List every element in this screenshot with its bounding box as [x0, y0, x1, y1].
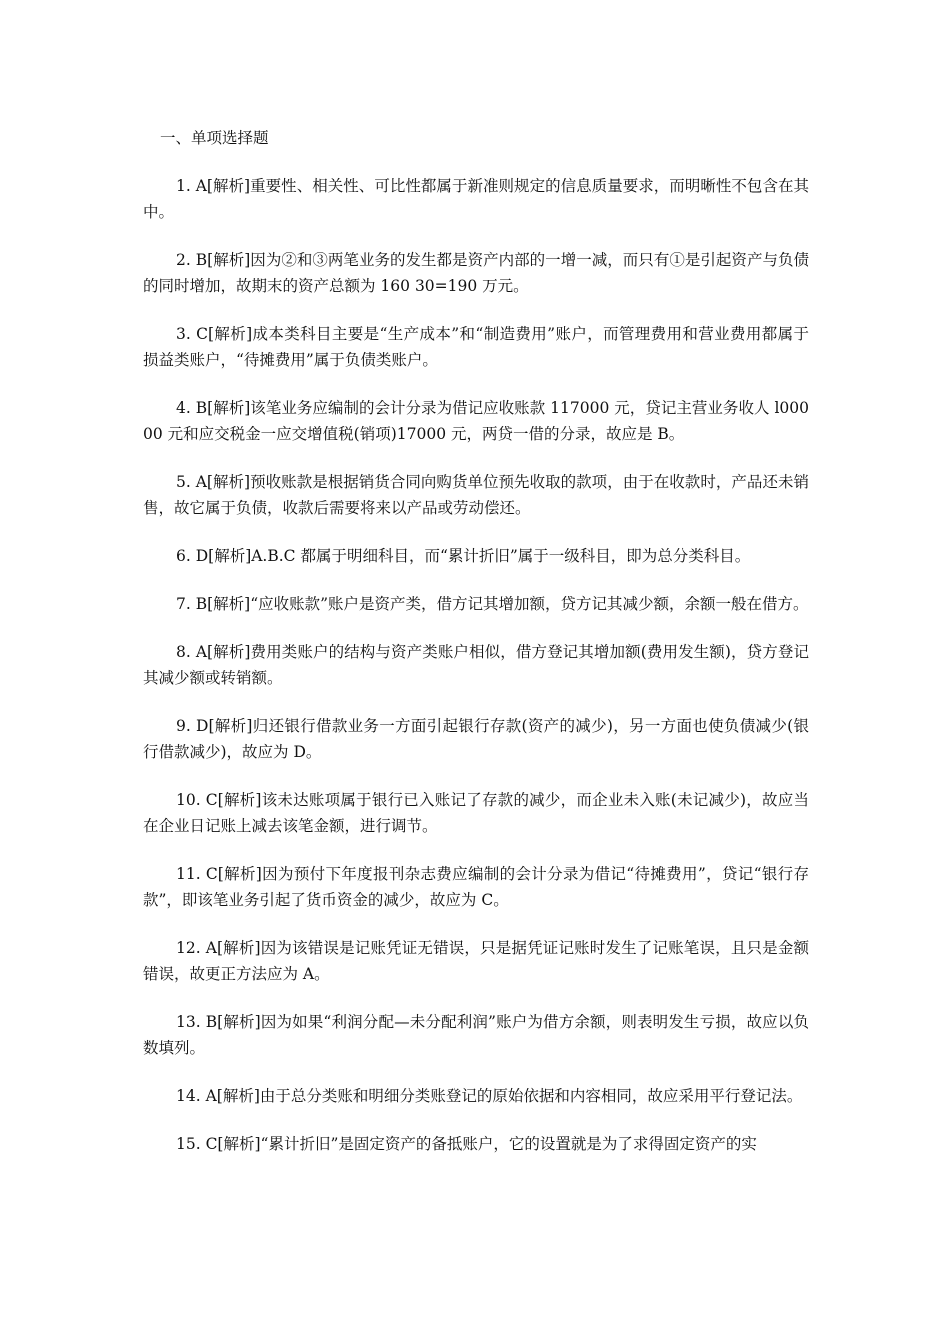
- answer-item: 12. A[解析]因为该错误是记账凭证无错误，只是据凭证记账时发生了记账笔误，且只是金额错误，故更正方法应为 A。: [143, 939, 809, 983]
- answer-item: 1. A[解析]重要性、相关性、可比性都属于新准则规定的信息质量要求，而明晰性不包含在其中。: [143, 177, 809, 221]
- section-heading: 一、单项选择题: [160, 129, 269, 147]
- answer-item: 2. B[解析]因为②和③两笔业务的发生都是资产内部的一增一减，而只有①是引起资产与负债的同时增加，故期末的资产总额为 160 30=190 万元。: [143, 251, 809, 295]
- answer-item: 8. A[解析]费用类账户的结构与资产类账户相似，借方登记其增加额(费用发生额)，贷方登记其减少额或转销额。: [143, 643, 809, 687]
- answer-item: 15. C[解析]“累计折旧”是固定资产的备抵账户，它的设置就是为了求得固定资产的实: [176, 1135, 757, 1153]
- answer-item: 10. C[解析]该未达账项属于银行已入账记了存款的减少，而企业未入账(未记减少)，故应当在企业日记账上减去该笔金额，进行调节。: [143, 791, 809, 835]
- answer-item: 11. C[解析]因为预付下年度报刊杂志费应编制的会计分录为借记“待摊费用”，贷记“银行存款”，即该笔业务引起了货币资金的减少，故应为 C。: [143, 865, 809, 909]
- answer-item: 13. B[解析]因为如果“利润分配—未分配利润”账户为借方余额，则表明发生亏损，故应以负数填列。: [143, 1013, 809, 1057]
- answer-item: 5. A[解析]预收账款是根据销货合同向购货单位预先收取的款项，由于在收款时，产品还未销售，故它属于负债，收款后需要将来以产品或劳动偿还。: [143, 473, 809, 517]
- answer-item: 9. D[解析]归还银行借款业务一方面引起银行存款(资产的减少)，另一方面也使负债减少(银行借款减少)，故应为 D。: [143, 717, 809, 761]
- answer-item: 7. B[解析]“应收账款”账户是资产类，借方记其增加额，贷方记其减少额，余额一般在借方。: [176, 595, 809, 613]
- answer-item: 4. B[解析]该笔业务应编制的会计分录为借记应收账款 117000 元，贷记主营业务收人 l00000 元和应交税金一应交增值税(销项)17000 元，两贷一借的分录，故应是 B。: [143, 399, 809, 443]
- answer-list: [143, 173, 809, 1179]
- answer-item: 14. A[解析]由于总分类账和明细分类账登记的原始依据和内容相同，故应采用平行登记法。: [176, 1087, 803, 1105]
- answer-item: 6. D[解析]A.B.C 都属于明细科目，而“累计折旧”属于一级科目，即为总分类科目。: [176, 547, 751, 565]
- answer-item: 3. C[解析]成本类科目主要是“生产成本”和“制造费用”账户，而管理费用和营业费用都属于损益类账户，“待摊费用”属于负债类账户。: [143, 325, 809, 369]
